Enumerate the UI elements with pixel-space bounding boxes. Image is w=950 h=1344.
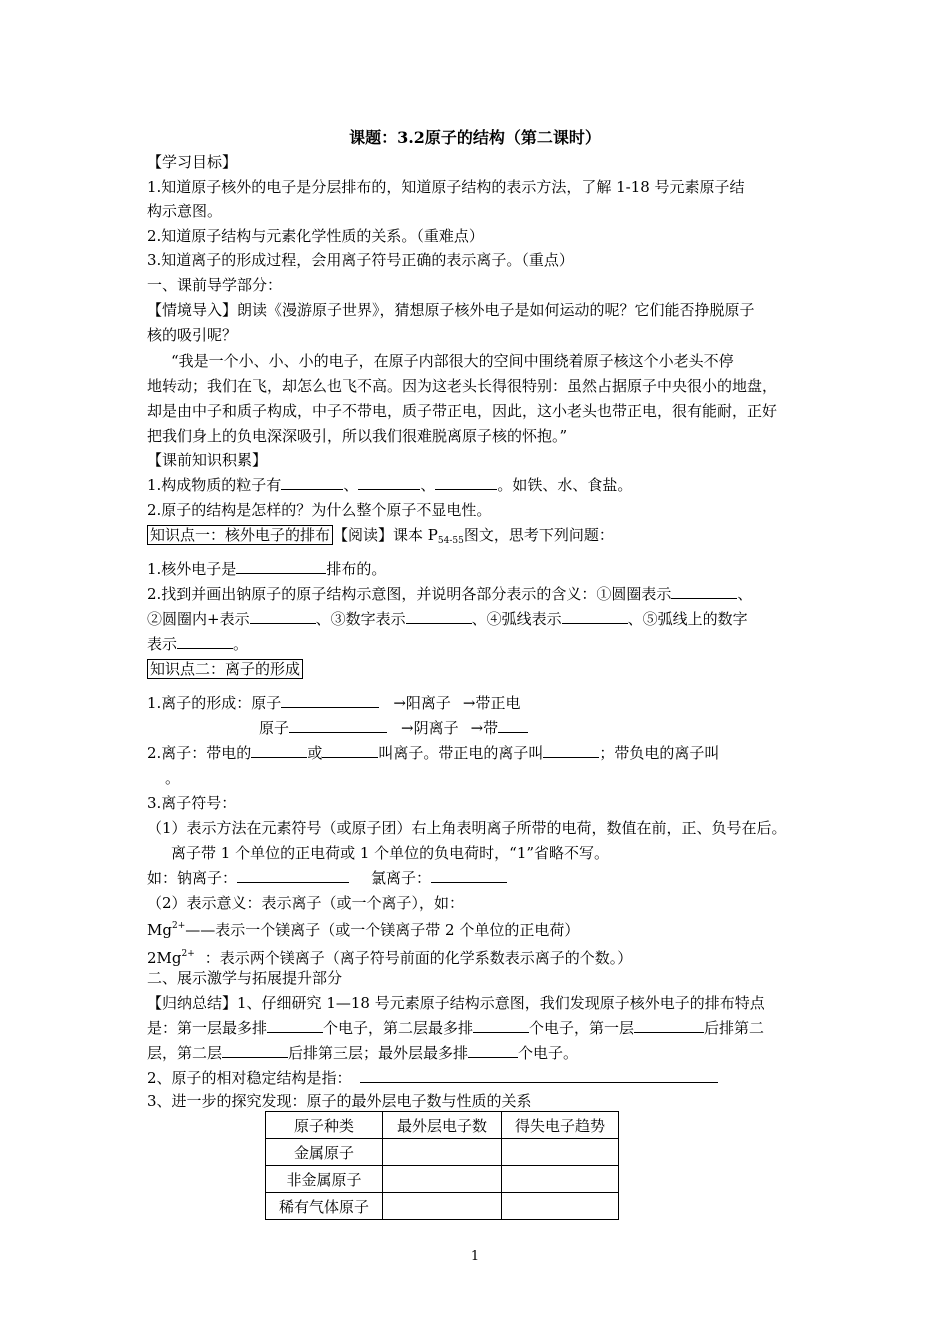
separator: 、 bbox=[343, 476, 359, 494]
separator: 、 bbox=[420, 476, 436, 494]
ion-definition bbox=[147, 743, 719, 763]
separator: 、 bbox=[737, 585, 753, 603]
answer-blank[interactable] bbox=[222, 1043, 288, 1058]
prior-question-2: 2.原子的结构是怎样的？为什么整个原子不显电性。 bbox=[147, 501, 492, 519]
goal-1-line-b: 构示意图。 bbox=[147, 202, 223, 220]
kp1-question-1 bbox=[147, 559, 386, 579]
arrow-charge: →带 bbox=[470, 719, 499, 737]
kp1-q2-part: 、⑤弧线上的数字 bbox=[627, 610, 748, 628]
summary-line-a: 【归纳总结】1、仔细研究 1—18 号元素原子结构示意图，我们发现原子核外电子的排布特点 bbox=[147, 994, 765, 1012]
table-cell[interactable] bbox=[383, 1166, 502, 1193]
quote-line-b: 地转动；我们在飞，却怎么也飞不高。因为这老头长得很特别：虽然占据原子中央很小的地盘， bbox=[147, 377, 778, 395]
arrow-cation: →阳离子 bbox=[393, 694, 451, 712]
mg-explanation: ——表示一个镁离子（或一个镁离子带 2 个单位的正电荷） bbox=[185, 921, 580, 939]
kp1-q2-part: 表示 bbox=[147, 635, 178, 653]
table-cell[interactable] bbox=[383, 1139, 502, 1166]
kp1-read-end: 图文，思考下列问题： bbox=[463, 526, 614, 544]
question-2 bbox=[147, 1068, 718, 1088]
ion2-part: ；带负电的离子叫 bbox=[599, 744, 720, 762]
answer-blank[interactable] bbox=[473, 1018, 529, 1033]
ion2-part: 或 bbox=[307, 744, 323, 762]
summary-part: 个电子，第二层最多排 bbox=[323, 1019, 474, 1037]
summary-part: 后排第三层；最外层最多排 bbox=[288, 1044, 469, 1062]
table-cell[interactable] bbox=[502, 1139, 619, 1166]
table-cell: 金属原子 bbox=[266, 1139, 383, 1166]
prior-knowledge-header: 【课前知识积累】 bbox=[147, 451, 268, 469]
answer-blank[interactable] bbox=[177, 634, 233, 649]
answer-blank[interactable] bbox=[322, 743, 378, 758]
goals-header: 【学习目标】 bbox=[147, 153, 238, 171]
mg-symbol: Mg bbox=[147, 921, 172, 939]
mg-ion-line bbox=[147, 916, 579, 940]
summary-part: 层，第二层 bbox=[147, 1044, 223, 1062]
table-cell: 非金属原子 bbox=[266, 1166, 383, 1193]
question-2-text: 2、原子的相对稳定结构是指： bbox=[147, 1069, 352, 1087]
kp1-question-2-line-c bbox=[147, 634, 248, 654]
page-number: 1 bbox=[470, 1249, 480, 1264]
atom-properties-table bbox=[265, 1111, 619, 1220]
summary-line-b bbox=[147, 1018, 764, 1038]
section-1-heading: 一、课前导学部分： bbox=[147, 276, 283, 294]
answer-blank[interactable] bbox=[358, 475, 420, 490]
arrow-anion: →阴离子 bbox=[401, 719, 459, 737]
kp2-box-label: 知识点二：离子的形成 bbox=[147, 659, 303, 679]
goal-1-line-a: 1.知道原子核外的电子是分层排布的，知道原子结构的表示方法，了解 1-18 号元素原子结 bbox=[147, 178, 745, 196]
table-row bbox=[266, 1166, 619, 1193]
ion2-part: 叫离子。带正电的离子叫 bbox=[378, 744, 544, 762]
answer-blank[interactable] bbox=[543, 743, 599, 758]
answer-blank[interactable] bbox=[435, 475, 497, 490]
intro-line-b: 核的吸引呢？ bbox=[147, 326, 238, 344]
answer-blank[interactable] bbox=[360, 1068, 718, 1083]
goal-2: 2.知道原子结构与元素化学性质的关系。（重难点） bbox=[147, 227, 484, 245]
table-row bbox=[266, 1193, 619, 1220]
answer-blank[interactable] bbox=[289, 718, 387, 733]
answer-blank[interactable] bbox=[671, 584, 737, 599]
kp1-q1-end: 排布的。 bbox=[326, 560, 387, 578]
page-title: 课题：3.2原子的结构（第二课时） bbox=[349, 128, 601, 147]
mg2-explanation: ：表示两个镁离子（离子符号前面的化学系数表示离子的个数。） bbox=[204, 949, 633, 967]
kp1-box-label: 知识点一：核外电子的排布 bbox=[147, 525, 333, 545]
table-cell[interactable] bbox=[502, 1166, 619, 1193]
intro-line-a: 【情境导入】朗读《漫游原子世界》，猜想原子核外电子是如何运动的呢？它们能否挣脱原子 bbox=[147, 301, 755, 319]
answer-blank[interactable] bbox=[634, 1018, 704, 1033]
goal-3: 3.知道离子的形成过程，会用离子符号正确的表示离子。（重点） bbox=[147, 251, 574, 269]
table-cell[interactable] bbox=[502, 1193, 619, 1220]
arrow-positive: →带正电 bbox=[462, 694, 521, 712]
table-header-row bbox=[266, 1112, 619, 1139]
answer-blank[interactable] bbox=[498, 718, 528, 733]
kp1-q2-text: 2.找到并画出钠原子的原子结构示意图，并说明各部分表示的含义：①圆圈表示 bbox=[147, 585, 672, 603]
kp1-q1-text: 1.核外电子是 bbox=[147, 560, 237, 578]
ion-symbol-rule-a: （1）表示方法在元素符号（或原子团）右上角表明离子所带的电荷，数值在前，正、负号在后。 bbox=[147, 819, 787, 837]
quote-line-d: 把我们身上的负电深深吸引，所以我们很难脱离原子核的怀抱。” bbox=[147, 427, 568, 445]
knowledge-point-2 bbox=[147, 659, 303, 679]
quote-line-a: “我是一个小、小、小的电子，在原子内部很大的空间中围绕着原子核这个小老头不停 bbox=[171, 352, 734, 370]
answer-blank[interactable] bbox=[562, 609, 628, 624]
ion-symbol-examples bbox=[147, 868, 507, 888]
table-header: 原子种类 bbox=[266, 1112, 383, 1139]
ion1-text: 1.离子的形成：原子 bbox=[147, 694, 282, 712]
question-3: 3、进一步的探究发现：原子的最外层电子数与性质的关系 bbox=[147, 1092, 532, 1110]
ion2-part: 2.离子：带电的 bbox=[147, 744, 252, 762]
table-cell[interactable] bbox=[383, 1193, 502, 1220]
answer-blank[interactable] bbox=[431, 868, 507, 883]
example-chlorine: 氯离子： bbox=[371, 869, 432, 887]
ion-formation-line-1 bbox=[147, 693, 520, 713]
answer-blank[interactable] bbox=[267, 1018, 323, 1033]
prior-q1-text: 1.构成物质的粒子有 bbox=[147, 476, 282, 494]
mg-charge: 2+ bbox=[171, 921, 186, 931]
answer-blank[interactable] bbox=[251, 743, 307, 758]
answer-blank[interactable] bbox=[237, 868, 349, 883]
prior-q1-end: 。如铁、水、食盐。 bbox=[497, 476, 633, 494]
mg2-charge: 2+ bbox=[181, 949, 195, 959]
summary-part: 是：第一层最多排 bbox=[147, 1019, 268, 1037]
ion1-b-text: 原子 bbox=[259, 719, 290, 737]
answer-blank[interactable] bbox=[236, 559, 326, 574]
answer-blank[interactable] bbox=[406, 609, 472, 624]
knowledge-point-1 bbox=[147, 525, 614, 551]
answer-blank[interactable] bbox=[468, 1043, 518, 1058]
ion-formation-line-2 bbox=[259, 718, 528, 738]
summary-part: 个电子，第一层 bbox=[529, 1019, 635, 1037]
kp1-read-text: 【阅读】课本 P bbox=[333, 526, 438, 544]
table-cell: 稀有气体原子 bbox=[266, 1193, 383, 1220]
table-row bbox=[266, 1139, 619, 1166]
mg2-symbol: 2Mg bbox=[147, 949, 182, 967]
ion-definition-end: 。 bbox=[165, 769, 181, 787]
ion-symbol-meaning: （2）表示意义：表示离子（或一个离子），如： bbox=[147, 894, 465, 912]
quote-line-c: 却是由中子和质子构成，中子不带电，质子带正电，因此，这小老头也带正电，很有能耐，正好 bbox=[147, 402, 778, 420]
answer-blank[interactable] bbox=[281, 693, 379, 708]
kp1-page-subscript: 54-55 bbox=[437, 536, 464, 546]
table-header: 最外层电子数 bbox=[383, 1112, 502, 1139]
section-2-heading: 二、展示激学与拓展提升部分 bbox=[147, 969, 343, 987]
summary-line-c bbox=[147, 1043, 578, 1063]
kp1-q2-part: 、③数字表示 bbox=[315, 610, 406, 628]
answer-blank[interactable] bbox=[250, 609, 316, 624]
answer-blank[interactable] bbox=[281, 475, 343, 490]
two-mg-ion-line bbox=[147, 944, 632, 968]
ion-symbol-rule-b: 离子带 1 个单位的正电荷或 1 个单位的负电荷时，“1”省略不写。 bbox=[171, 844, 610, 862]
kp1-question-2-line-a bbox=[147, 584, 752, 604]
ion-symbol-heading: 3.离子符号： bbox=[147, 794, 237, 812]
summary-part: 后排第二 bbox=[704, 1019, 765, 1037]
summary-part: 个电子。 bbox=[518, 1044, 579, 1062]
kp1-q2-part: 、④弧线表示 bbox=[471, 610, 562, 628]
kp1-question-2-line-b bbox=[147, 609, 748, 629]
kp1-q2-part: 。 bbox=[233, 635, 249, 653]
table-header: 得失电子趋势 bbox=[502, 1112, 619, 1139]
kp1-q2-part: ②圆圈内+表示 bbox=[147, 610, 250, 628]
prior-question-1 bbox=[147, 475, 632, 495]
example-sodium: 如：钠离子： bbox=[147, 869, 238, 887]
